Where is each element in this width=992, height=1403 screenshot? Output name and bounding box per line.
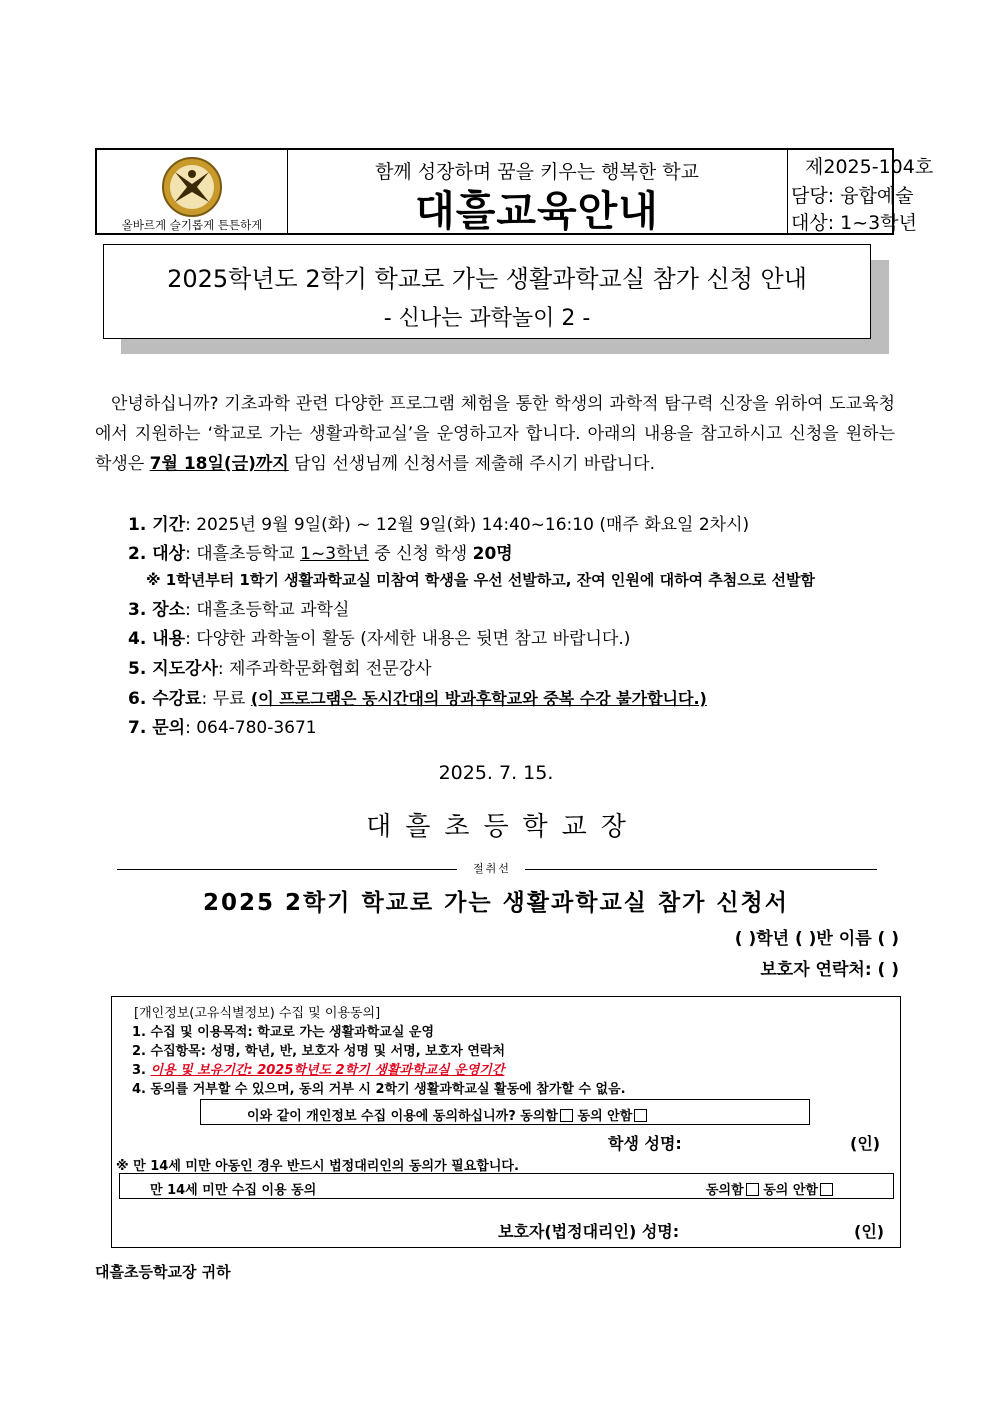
consent-line-1: 1. 수집 및 이용목적: 학교로 가는 생활과학교실 운영 [132, 1025, 435, 1040]
consent-question-box [200, 1099, 810, 1125]
item-content: 4. 내용: 다양한 과학놀이 활동 (자세한 내용은 뒷면 참고 바랍니다.) [128, 629, 631, 649]
minor-note: ※ 만 14세 미만 아동인 경우 반드시 법정대리인의 동의가 필요합니다. [116, 1159, 519, 1174]
item-target: 2. 대상: 대흘초등학교 1~3학년 중 신청 학생 20명 [128, 544, 513, 564]
doc-target: 대상: 1~3학년 [791, 212, 917, 234]
consent-box [111, 996, 901, 1248]
agree-checkbox[interactable] [560, 1109, 573, 1122]
student-info-line[interactable]: ( )학년 ( )반 이름 ( ) [734, 929, 899, 949]
deadline: 7월 18일(금)까지 [149, 454, 289, 474]
intro-text-2: 담임 선생님께 신청서를 제출해 주시기 바랍니다. [288, 454, 656, 474]
consent-line-3: 3. 이용 및 보유기간: 2025학년도 2학기 생활과학교실 운영기간 [132, 1063, 505, 1078]
issue-date: 2025. 7. 15. [438, 762, 554, 784]
item-contact: 7. 문의: 064-780-3671 [128, 718, 317, 738]
title-cell [287, 150, 788, 233]
item-period: 1. 기간: 2025년 9월 9일(화) ~ 12월 9일(화) 14:40~16:10 (매주 화요일 2차시) [128, 515, 750, 535]
school-emblem-icon [161, 156, 223, 218]
minor-consent-options: 동의함 동의 안함 [706, 1179, 833, 1198]
intro-text-1: 안녕하십니까? 기초과학 관련 다양한 프로그램 체험을 통한 학생의 과학적 탐구력 신장을 위하여 도교육청에서 지원하는 ‘학교로 가는 생활과학교실’을 운영하고자 합니다. 아래의 내용을 참고하시고 신청을 원하는 학생은 [95, 394, 895, 474]
minor-consent-label: 만 14세 미만 수집 이용 동의 [150, 1183, 317, 1198]
addressee: 대흘초등학교장 귀하 [95, 1263, 231, 1281]
item-fee: 6. 수강료: 무료 (이 프로그램은 동시간대의 방과후학교와 중복 수강 불가합니다.) [128, 689, 707, 709]
item-location: 3. 장소: 대흘초등학교 과학실 [128, 600, 350, 620]
doc-manager: 담당: 융합예술 [791, 185, 914, 207]
title-box [103, 244, 871, 339]
guardian-sign-label: 보호자(법정대리인) 성명: [498, 1222, 680, 1241]
consent-heading: [개인정보(고유식별정보) 수집 및 이용동의] [134, 1006, 381, 1021]
header-table [95, 148, 934, 235]
minor-disagree-checkbox[interactable] [820, 1183, 833, 1196]
student-sign-label: 학생 성명: [608, 1134, 682, 1153]
consent-question: 이와 같이 개인정보 수집 이용에 동의하십니까? 동의함 동의 안함 [247, 1105, 647, 1124]
cut-line-right [525, 869, 877, 870]
minor-consent-box [119, 1173, 894, 1199]
newsletter-title: 대흘교육안내 [415, 187, 659, 235]
item-instructor: 5. 지도강사: 제주과학문화협회 전문강사 [128, 659, 432, 679]
intro-paragraph [95, 389, 895, 479]
minor-agree-checkbox[interactable] [746, 1183, 759, 1196]
student-seal[interactable]: (인) [850, 1134, 881, 1153]
application-title: 2025 2학기 학교로 가는 생활과학교실 참가 신청서 [203, 890, 789, 916]
doc-info-cell [787, 150, 934, 234]
principal-name: 대흘초등학교장 [366, 812, 640, 842]
logo-cell [97, 150, 288, 233]
logo-motto: 올바르게 슬기롭게 튼튼하게 [121, 218, 263, 232]
guardian-seal[interactable]: (인) [854, 1222, 885, 1241]
cut-line-label: 절취선 [473, 862, 511, 875]
consent-line-2: 2. 수집항목: 성명, 학년, 반, 보호자 성명 및 서명, 보호자 연락처 [132, 1044, 506, 1059]
notice-title: 2025학년도 2학기 학교로 가는 생활과학교실 참가 신청 안내 [167, 265, 807, 293]
selection-note: ※ 1학년부터 1학기 생활과학교실 미참여 학생을 우선 선발하고, 잔여 인원에 대하여 추첨으로 선발함 [146, 571, 815, 589]
cut-line-left [117, 869, 457, 870]
consent-line-4: 4. 동의를 거부할 수 있으며, 동의 거부 시 2학기 생활과학교실 활동에 참가할 수 없음. [132, 1082, 626, 1097]
notice-subtitle: - 신나는 과학놀이 2 - [383, 306, 591, 331]
guardian-contact-line[interactable]: 보호자 연락처: ( ) [760, 960, 899, 980]
disagree-checkbox[interactable] [634, 1109, 647, 1122]
school-slogan: 함께 성장하며 꿈을 키우는 행복한 학교 [375, 161, 699, 183]
doc-number: 제2025-104호 [805, 156, 934, 178]
